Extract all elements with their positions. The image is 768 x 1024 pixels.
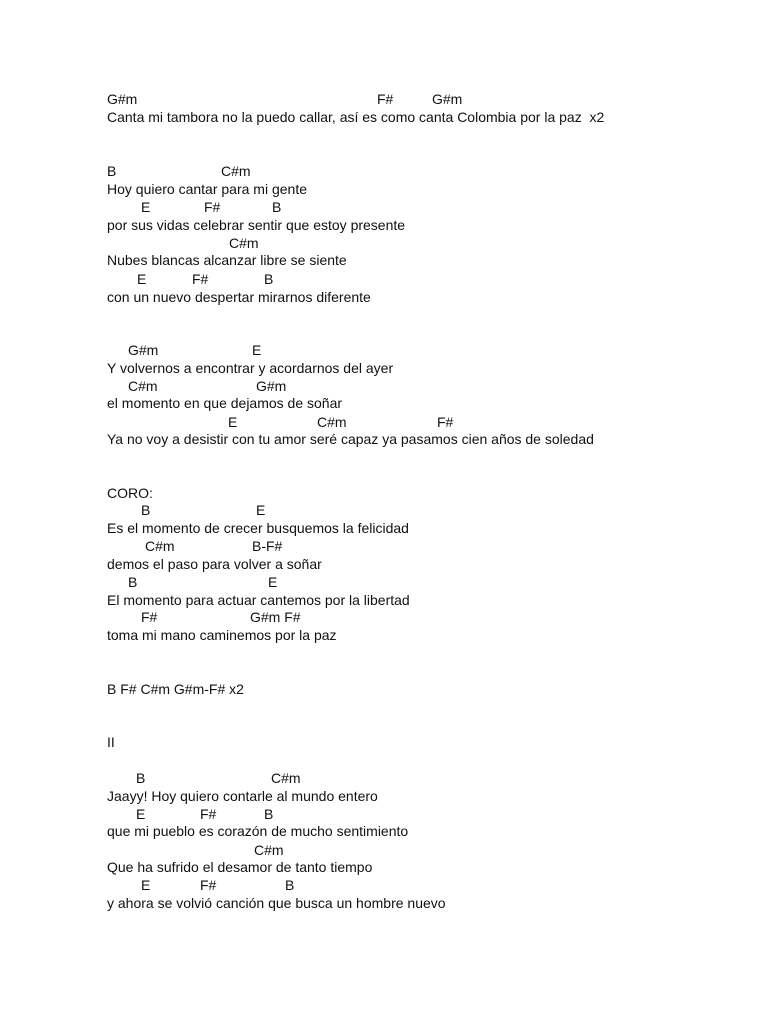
lyric-line: demos el paso para volver a soñar: [107, 556, 322, 572]
chord-line: B: [136, 770, 146, 786]
chord-line: B: [264, 271, 274, 287]
chord-line: B: [264, 806, 274, 822]
chord-line: C#m: [317, 414, 347, 430]
lyric-line: por sus vidas celebrar sentir que estoy presente: [107, 217, 406, 233]
chord-line: C#m: [271, 770, 301, 786]
chord-line: F#: [141, 609, 158, 625]
chord-line: F#: [200, 806, 217, 822]
section-heading: II: [107, 734, 115, 750]
chord-line: E: [141, 877, 151, 893]
chord-line: E: [256, 502, 266, 518]
chord-line: E: [268, 574, 278, 590]
chord-line: B: [107, 163, 117, 179]
chord-line: F#: [204, 199, 221, 215]
chord-line: E: [137, 271, 147, 287]
chord-line: F#: [437, 414, 454, 430]
chord-line: B: [141, 502, 151, 518]
chord-line: C#m: [254, 842, 284, 858]
chord-line: B: [285, 877, 295, 893]
lyric-line: que mi pueblo es corazón de mucho sentimiento: [107, 823, 409, 839]
chord-line: G#m: [107, 91, 138, 107]
lyric-line: Jaayy! Hoy quiero contarle al mundo entero: [107, 788, 378, 804]
lyric-line: Es el momento de crecer busquemos la felicidad: [107, 520, 409, 536]
chord-line: B-F#: [252, 538, 283, 554]
chord-line: E: [252, 342, 262, 358]
lyric-line: el momento en que dejamos de soñar: [107, 395, 343, 411]
chord-line: G#m: [432, 91, 463, 107]
lyric-line: Ya no voy a desistir con tu amor seré capaz ya pasamos cien años de soledad: [107, 431, 594, 447]
chord-line: G#m F#: [250, 609, 301, 625]
chord-line: E: [141, 199, 151, 215]
chord-line: C#m: [145, 538, 175, 554]
chord-line: F#: [192, 271, 209, 287]
lyric-line: con un nuevo despertar mirarnos diferente: [107, 289, 371, 305]
chord-line: E: [136, 806, 146, 822]
lyric-line: El momento para actuar cantemos por la libertad: [107, 592, 410, 608]
chord-line: F#: [200, 877, 217, 893]
lyric-line: Canta mi tambora no la puedo callar, así es como canta Colombia por la paz x2: [107, 109, 605, 125]
lyric-line: Hoy quiero cantar para mi gente: [107, 181, 307, 197]
chord-line: C#m: [128, 378, 158, 394]
chord-line: C#m: [221, 163, 251, 179]
lyric-line: toma mi mano caminemos por la paz: [107, 627, 337, 643]
lyric-line: Que ha sufrido el desamor de tanto tiempo: [107, 859, 373, 875]
chord-line: B: [272, 199, 282, 215]
lyric-line: Nubes blancas alcanzar libre se siente: [107, 252, 347, 268]
chord-line: B F# C#m G#m-F# x2: [107, 681, 244, 697]
section-heading: CORO:: [107, 485, 153, 501]
lyric-line: Y volvernos a encontrar y acordarnos del ayer: [107, 360, 394, 376]
chord-line: G#m: [256, 378, 287, 394]
chord-line: G#m: [128, 342, 159, 358]
chord-line: F#: [377, 91, 394, 107]
chord-line: B: [128, 574, 138, 590]
lyric-line: y ahora se volvió canción que busca un hombre nuevo: [107, 895, 446, 911]
chord-line: C#m: [229, 235, 259, 251]
chord-line: E: [228, 414, 238, 430]
